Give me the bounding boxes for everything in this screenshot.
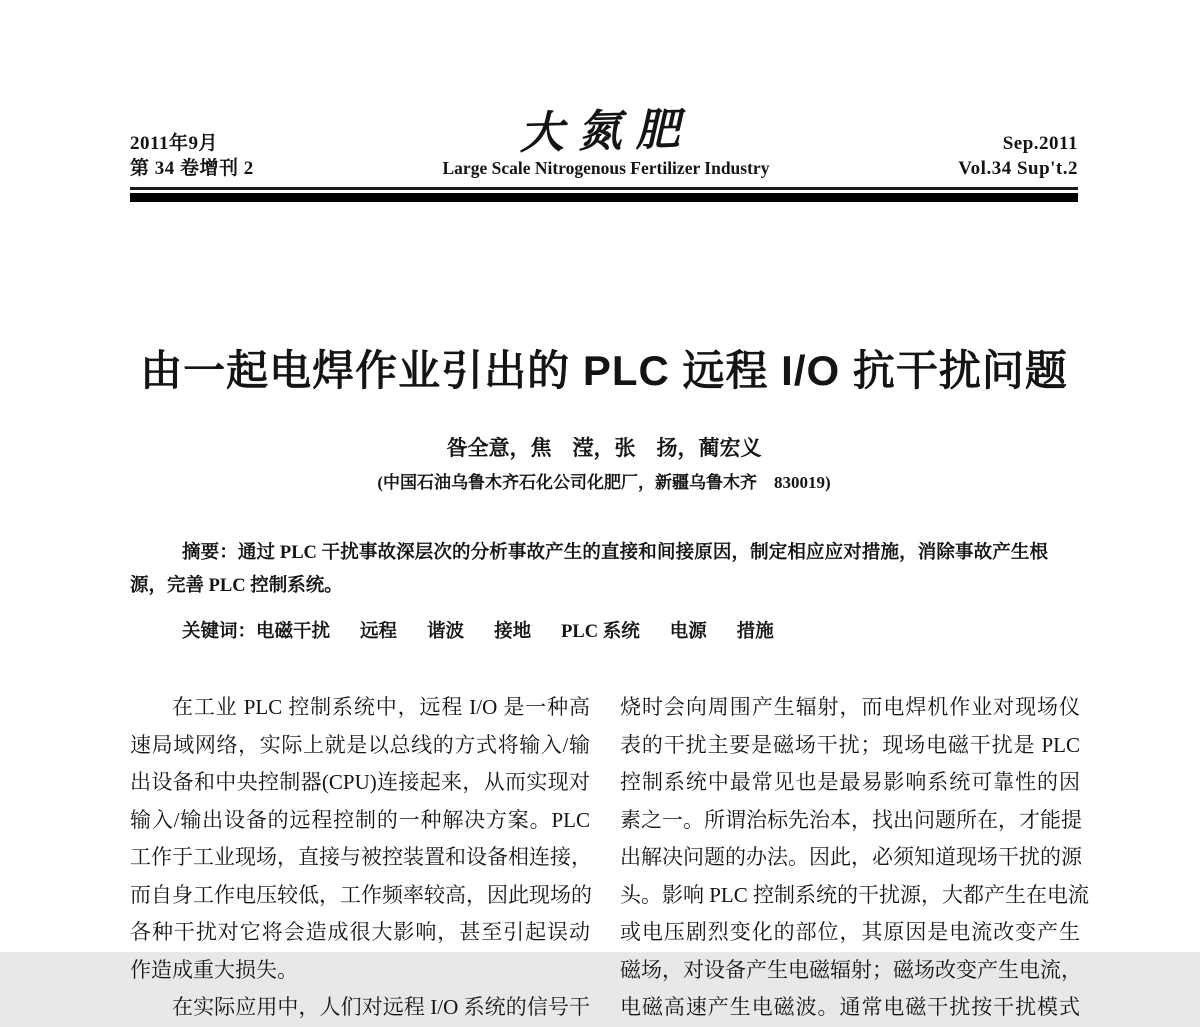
keyword-item: 电磁干扰 bbox=[256, 622, 331, 642]
volume-info-en: Vol.34 Sup't.2 bbox=[958, 158, 1078, 179]
header-rule-thick bbox=[130, 193, 1078, 202]
issue-date-en: Sep.2011 bbox=[1002, 133, 1078, 154]
text-line: 工作于工业现场，直接与被控装置和设备相连接， bbox=[130, 845, 592, 869]
text-line: 出设备和中央控制器(CPU)连接起来，从而实现对 bbox=[130, 770, 590, 794]
keyword-item: 电源 bbox=[669, 622, 707, 642]
keyword-item: 接地 bbox=[494, 622, 532, 642]
text-line: 而自身工作电压较低，工作频率较高，因此现场的 bbox=[130, 882, 592, 907]
text-line: 头。影响 PLC 控制系统的干扰源，大都产生在电流 bbox=[620, 882, 1090, 907]
text-line: 作造成重大损失。 bbox=[130, 957, 298, 982]
text-line: 在实际应用中，人们对远程 I/O 系统的信号干 bbox=[172, 995, 590, 1019]
keywords-line bbox=[130, 616, 1078, 647]
text-line: 表的干扰主要是磁场干扰；现场电磁干扰是 PLC bbox=[620, 732, 1080, 757]
text-line: 出解决问题的办法。因此，必须知道现场干扰的源 bbox=[620, 845, 1082, 869]
journal-logo: 大氮肥 bbox=[518, 103, 694, 160]
text-line: 各种干扰对它将会造成很大影响，甚至引起误动 bbox=[130, 920, 590, 944]
keyword-item: 谐波 bbox=[427, 622, 465, 642]
issue-date-cn: 2011年9月 bbox=[130, 133, 218, 154]
journal-masthead bbox=[442, 103, 770, 181]
authors-line: 昝全意，焦 滢，张 扬，蔺宏义 bbox=[446, 437, 762, 460]
body-columns bbox=[130, 689, 1090, 1027]
header-rule-thin bbox=[130, 187, 1078, 190]
right-column bbox=[620, 689, 1090, 1027]
text-line: 速局域网络，实际上就是以总线的方式将输入/输 bbox=[130, 732, 590, 757]
keyword-item: PLC 系统 bbox=[561, 622, 640, 642]
text-line: 控制系统中最常见也是最易影响系统可靠性的因 bbox=[620, 770, 1080, 794]
abstract-text: 通过 PLC 干扰事故深层次的分析事故产生的直接和间接原因，制定相应应对措施，消除事故产生根源，完善 PLC 控制系统。 bbox=[130, 543, 1048, 596]
text-line: 或电压剧烈变化的部位，其原因是电流改变产生 bbox=[620, 920, 1080, 944]
journal-header bbox=[130, 103, 1078, 181]
article-title: 由一起电焊作业引出的 PLC 远程 I/O 抗干扰问题 bbox=[140, 347, 1068, 394]
text-line: 输入/输出设备的远程控制的一种解决方案。PLC bbox=[130, 807, 590, 832]
left-column bbox=[130, 689, 590, 1027]
keyword-item: 措施 bbox=[736, 622, 774, 642]
journal-title-en: Large Scale Nitrogenous Fertilizer Industry bbox=[442, 158, 770, 178]
text-line: 电磁高速产生电磁波。通常电磁干扰按干扰模式 bbox=[620, 995, 1080, 1019]
volume-info-cn: 第 34 卷增刊 2 bbox=[130, 158, 254, 179]
affiliation-line: (中国石油乌鲁木齐石化公司化肥厂，新疆乌鲁木齐 830019) bbox=[377, 473, 831, 492]
keywords-label: 关键词： bbox=[182, 620, 257, 641]
abstract-paragraph bbox=[130, 535, 1078, 603]
keyword-item: 远程 bbox=[360, 622, 398, 642]
issue-info-cn bbox=[130, 131, 254, 181]
text-line: 在工业 PLC 控制系统中，远程 I/O 是一种高 bbox=[172, 695, 590, 719]
text-line: 素之一。所谓治标先治本，找出问题所在，才能提 bbox=[620, 807, 1082, 832]
abstract-label: 摘要： bbox=[182, 541, 238, 562]
issue-info-en bbox=[958, 131, 1078, 181]
text-line: 磁场，对设备产生电磁辐射；磁场改变产生电流， bbox=[620, 957, 1082, 982]
text-line: 烧时会向周围产生辐射，而电焊机作业对现场仪 bbox=[620, 695, 1080, 719]
